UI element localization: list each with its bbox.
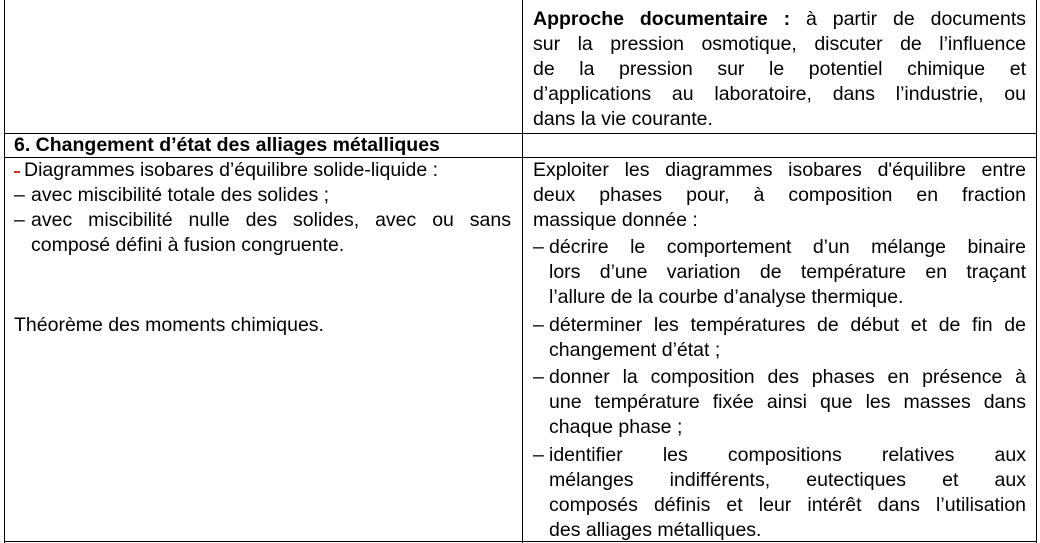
top-right-cell (523, 0, 1036, 133)
left-item-1: avec miscibilité totale des solides ; (31, 184, 330, 206)
bullet-3-line-1: donner la composition des phases en présence à (549, 366, 1026, 388)
theorem-text: Théorème des moments chimiques. (14, 314, 324, 336)
section-title: 6. Changement d’état des alliages métalliques (14, 134, 440, 156)
left-dash-1: – (14, 184, 25, 206)
left-item-2-continuation: composé défini à fusion congruente. (31, 234, 345, 256)
approach-line-5: dans la vie courante. (533, 108, 713, 130)
diagram-heading-line (14, 158, 438, 183)
bullet-4-line-2: mélanges indifférents, eutectiques et aux (549, 469, 1026, 491)
bullet-4-line-1: identifier les compositions relatives aux (549, 444, 1026, 466)
revision-mark (14, 171, 20, 173)
approach-first-line (533, 7, 1026, 32)
intro-line-3: massique donnée : (533, 209, 698, 231)
bullet-dash-2: – (533, 314, 544, 336)
bullet-3-line-2: une température fixée ainsi que les masses dans (549, 391, 1026, 413)
left-content-cell (5, 158, 522, 541)
bullet-1-line-2: lors d’une variation de température en traçant (549, 261, 1026, 283)
approach-line-4: d’applications au laboratoire, dans l’industrie, ou (533, 83, 1026, 105)
bullet-2-line-2: changement d’état ; (549, 339, 721, 361)
bullet-dash-4: – (533, 444, 544, 466)
approach-line-2: sur la pression osmotique, discuter de l’influence (533, 33, 1026, 55)
bullet-1-line-1: décrire le comportement d’un mélange binaire (549, 236, 1026, 258)
intro-line-2: deux phases pour, à composition en fraction (533, 184, 1026, 206)
table-border-right (1036, 0, 1037, 543)
bullet-2-line-1: déterminer les températures de début et de fin de (549, 314, 1026, 336)
diagram-heading: Diagrammes isobares d’équilibre solide-liquide : (24, 159, 439, 181)
left-item-2: avec miscibilité nulle des solides, avec ou sans (31, 209, 511, 231)
approach-line-3: de la pression sur le potentiel chimique et (533, 58, 1026, 80)
intro-line-1: Exploiter les diagrammes isobares d'équilibre entre (533, 159, 1026, 181)
bullet-4-line-4: des alliages métalliques. (549, 519, 762, 541)
bullet-dash-3: – (533, 366, 544, 388)
bullet-dash-1: – (533, 236, 544, 258)
bullet-4-line-3: composés définis et leur intérêt dans l’utilisation (549, 494, 1026, 516)
approach-heading: Approche documentaire : (533, 8, 791, 30)
left-dash-2: – (14, 209, 25, 231)
bullet-1-line-3: l’allure de la courbe d’analyse thermique. (549, 286, 904, 308)
table-border-bottom (4, 541, 1037, 542)
right-content-cell (523, 158, 1036, 541)
bullet-3-line-3: chaque phase ; (549, 416, 683, 438)
approach-first-text: à partir de documents (806, 8, 1026, 30)
